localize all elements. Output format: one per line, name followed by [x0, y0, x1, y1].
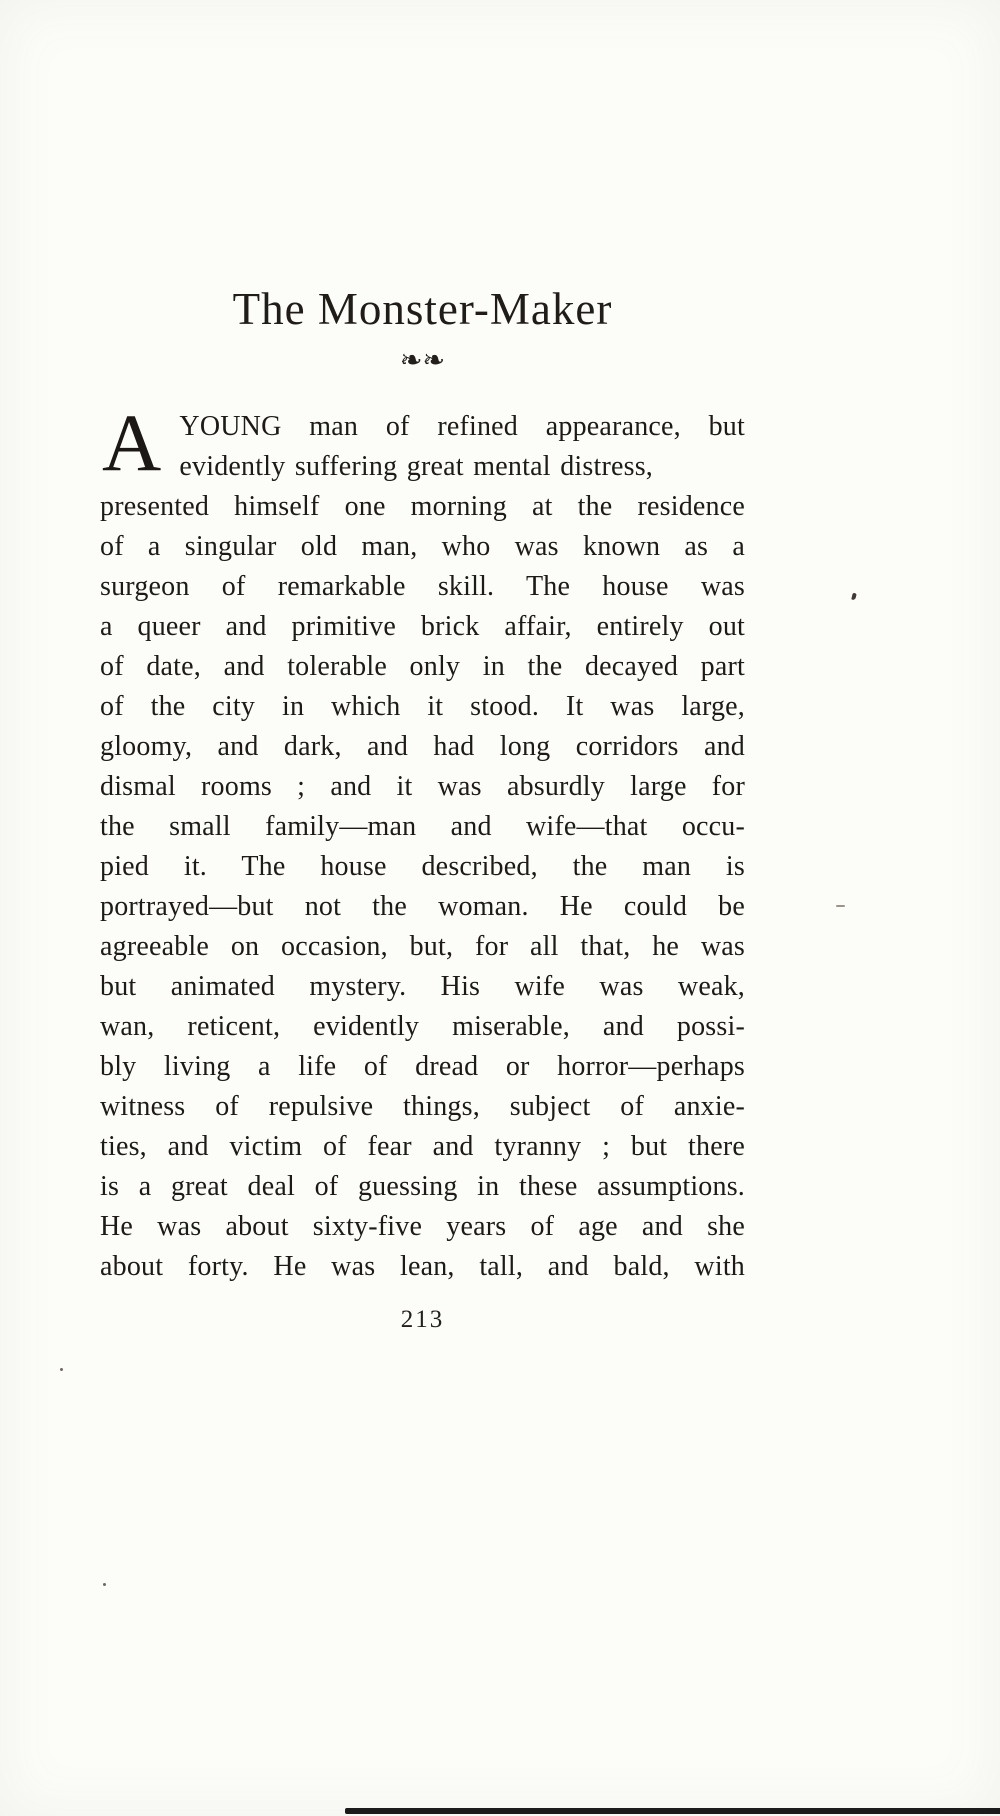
fleuron-ornament: ❧❧ [399, 345, 446, 375]
body-line: pied it. The house described, the man is [100, 851, 745, 882]
body-line: the small family—man and wife—that occu- [100, 811, 745, 842]
body-line: dismal rooms ; and it was absurdly large for [100, 771, 745, 802]
body-line: of the city in which it stood. It was large, [100, 691, 745, 722]
body-line: witness of repulsive things, subject of anxie- [100, 1091, 745, 1122]
body-line: is a great deal of guessing in these assumptions. [100, 1171, 745, 1202]
scan-artifact-bar [345, 1808, 1000, 1814]
body-line: surgeon of remarkable skill. The house was [100, 571, 745, 602]
body-line: YOUNG man of refined appearance, but [179, 411, 745, 442]
page-number: 213 [400, 1306, 445, 1333]
page-title: The Monster-Maker [232, 284, 613, 334]
body-line: of a singular old man, who was known as a [100, 531, 745, 562]
body-line: presented himself one morning at the residence [100, 491, 745, 522]
body-line: ties, and victim of fear and tyranny ; but there [100, 1131, 745, 1162]
body-line: of date, and tolerable only in the decayed part [100, 651, 745, 682]
text-block [100, 283, 745, 1287]
body-line: He was about sixty-five years of age and she [100, 1211, 745, 1242]
body-line: wan, reticent, evidently miserable, and possi- [100, 1011, 745, 1042]
body-line: evidently suffering great mental distress, [179, 451, 653, 482]
body-line: bly living a life of dread or horror—perhaps [100, 1051, 745, 1082]
scan-speckle [60, 1368, 63, 1371]
body-line: a queer and primitive brick affair, entirely out [100, 611, 745, 642]
scan-speckle [851, 593, 857, 601]
body-paragraph [100, 397, 745, 1287]
scan-speckle [103, 1583, 106, 1586]
body-line: portrayed—but not the woman. He could be [100, 891, 745, 922]
drop-cap: A [102, 397, 162, 488]
body-line: but animated mystery. His wife was weak, [100, 971, 745, 1002]
body-line: agreeable on occasion, but, for all that, he was [100, 931, 745, 962]
scan-speckle [836, 905, 845, 907]
body-line: about forty. He was lean, tall, and bald, with [100, 1251, 745, 1282]
body-line: gloomy, and dark, and had long corridors and [100, 731, 745, 762]
